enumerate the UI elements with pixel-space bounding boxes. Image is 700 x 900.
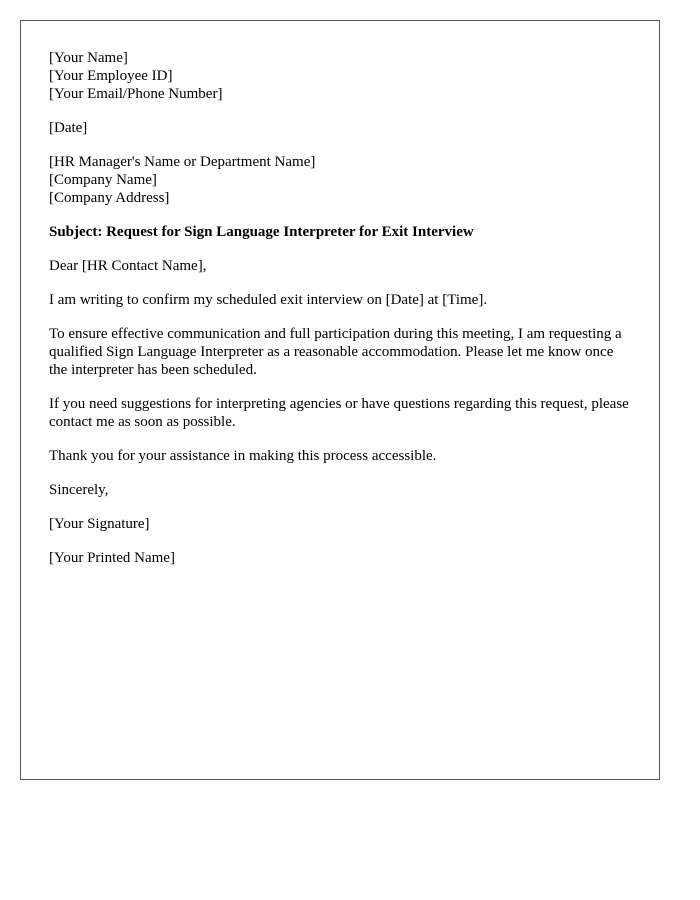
body-paragraph-3: If you need suggestions for interpreting agencies or have questions regarding this request, please contact me as soon as possible. <box>49 396 629 430</box>
subject-line: Subject: Request for Sign Language Interpreter for Exit Interview <box>49 224 474 240</box>
sender-block <box>49 49 634 103</box>
body-paragraph-1: I am writing to confirm my scheduled exit interview on [Date] at [Time]. <box>49 292 488 308</box>
letter-date: [Date] <box>49 120 88 136</box>
date-block <box>49 119 634 137</box>
closing: Sincerely, <box>49 482 109 498</box>
salutation: Dear [HR Contact Name], <box>49 258 207 274</box>
recipient-company: [Company Name] <box>49 172 157 188</box>
sender-contact: [Your Email/Phone Number] <box>49 86 223 102</box>
recipient-block <box>49 153 634 207</box>
sender-employee-id: [Your Employee ID] <box>49 68 173 84</box>
body-paragraph-2: To ensure effective communication and full participation during this meeting, I am requesting a qualified Sign Language Interpreter as a reasonable accommodation. Please let me know once the interpreter has been scheduled. <box>49 326 622 378</box>
letter-page <box>20 20 660 780</box>
printed-name: [Your Printed Name] <box>49 550 175 566</box>
recipient-name: [HR Manager's Name or Department Name] <box>49 154 316 170</box>
body-paragraph-4: Thank you for your assistance in making this process accessible. <box>49 448 437 464</box>
sender-name: [Your Name] <box>49 50 128 66</box>
letter-content <box>49 49 634 583</box>
recipient-address: [Company Address] <box>49 190 170 206</box>
signature: [Your Signature] <box>49 516 150 532</box>
